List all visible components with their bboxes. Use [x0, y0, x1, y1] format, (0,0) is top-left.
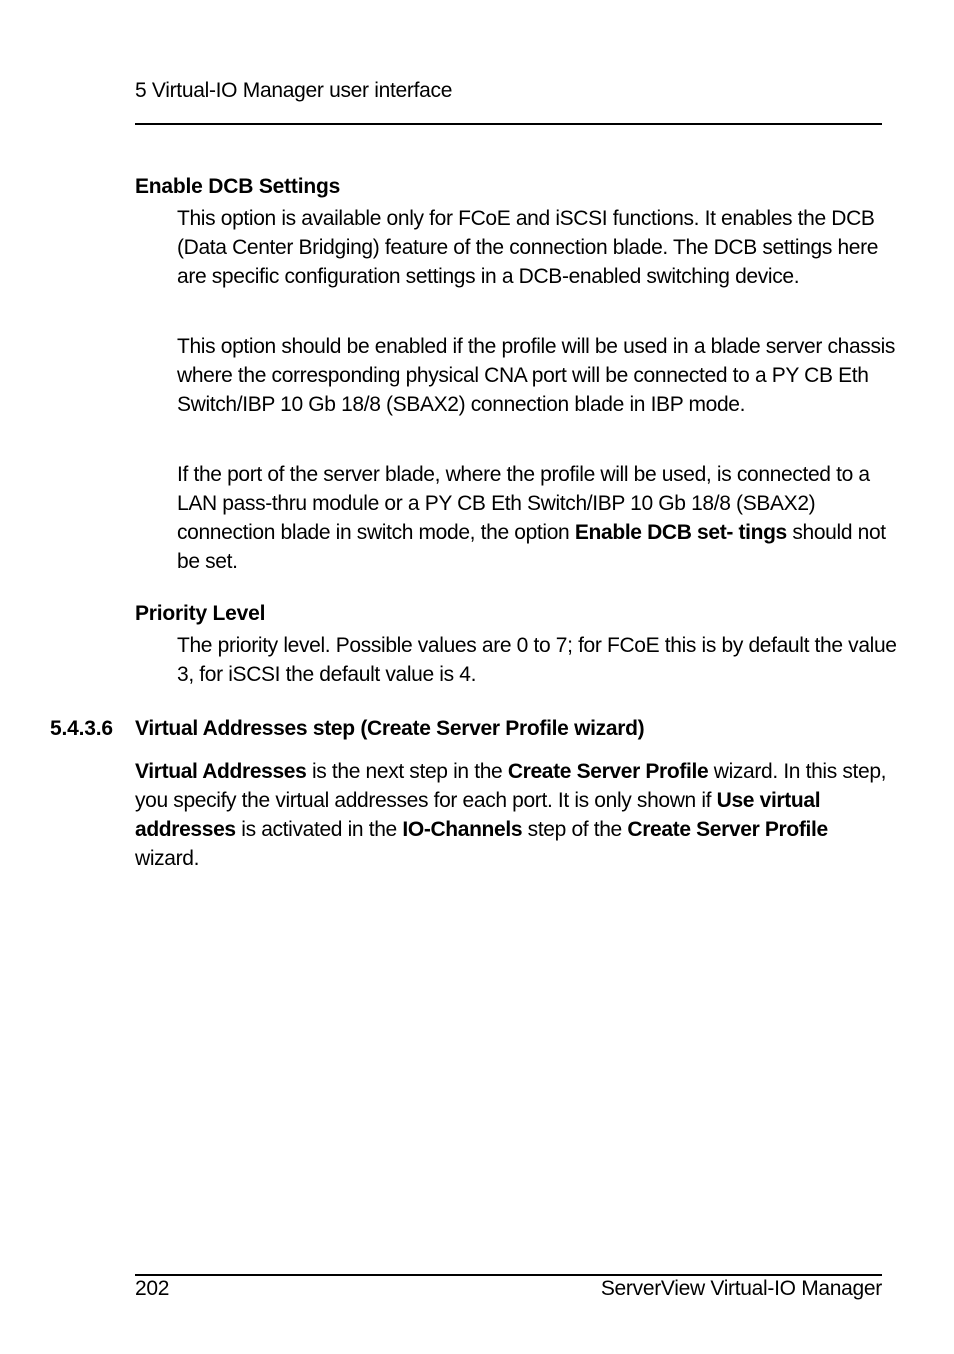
term-priority-level: Priority Level: [135, 602, 266, 625]
sp-text-4: step of the: [522, 818, 628, 841]
footer-rule: [135, 1274, 882, 1276]
sp-bold-1: Virtual Addresses: [135, 760, 307, 783]
dcb-p3-text-a: If the port of the server blade, where the profile will be used, is connected to a LAN pass-thru module or a PY CB Eth Switch/IBP 10 Gb 18/8 (SBAX2) connection blade in switch mode, the option: [177, 463, 870, 544]
section-paragraph: [135, 757, 895, 873]
running-header: 5 Virtual-IO Manager user interface: [135, 79, 453, 102]
sp-text-3: is activated in the: [235, 818, 403, 841]
dcb-p3-text-c: should not be set.: [177, 521, 886, 573]
section-number: 5.4.3.6: [50, 717, 113, 740]
priority-paragraph: The priority level. Possible values are 0 to 7; for FCoE this is by default the value 3, for iSCSI the default value is 4.: [177, 634, 897, 686]
sp-text-5: wizard.: [135, 847, 200, 870]
sp-bold-3: Use virtual addresses: [135, 789, 821, 841]
sp-bold-2: Create Server Profile: [507, 760, 709, 783]
sp-text-1: is the next step in the: [306, 760, 508, 783]
dcb-paragraph-2: This option should be enabled if the profile will be used in a blade server chassis where the corresponding physical CNA port will be connected to a PY CB Eth Switch/IBP 10 Gb 18/8 (SBAX2) connection blade in IBP mode.: [177, 335, 896, 416]
dcb-paragraph-1: This option is available only for FCoE and iSCSI functions. It enables the DCB (Data Center Bridging) feature of the connection blade. The DCB settings here are specific configuration settings in a DCB-enabled switching device.: [177, 207, 879, 288]
footer-product: ServerView Virtual-IO Manager: [600, 1277, 882, 1300]
term-enable-dcb: Enable DCB Settings: [135, 175, 341, 198]
sp-bold-5: Create Server Profile: [627, 818, 828, 841]
dcb-paragraph-3: [177, 460, 897, 576]
sp-text-2: wizard. In this step, you specify the virtual addresses for each port. It is only shown if: [135, 760, 887, 812]
header-rule: [135, 123, 882, 125]
dcb-p3-bold: Enable DCB set- tings: [574, 521, 787, 544]
section-title: Virtual Addresses step (Create Server Profile wizard): [135, 717, 645, 740]
page-number: 202: [135, 1277, 170, 1300]
sp-bold-4: IO-Channels: [402, 818, 523, 841]
